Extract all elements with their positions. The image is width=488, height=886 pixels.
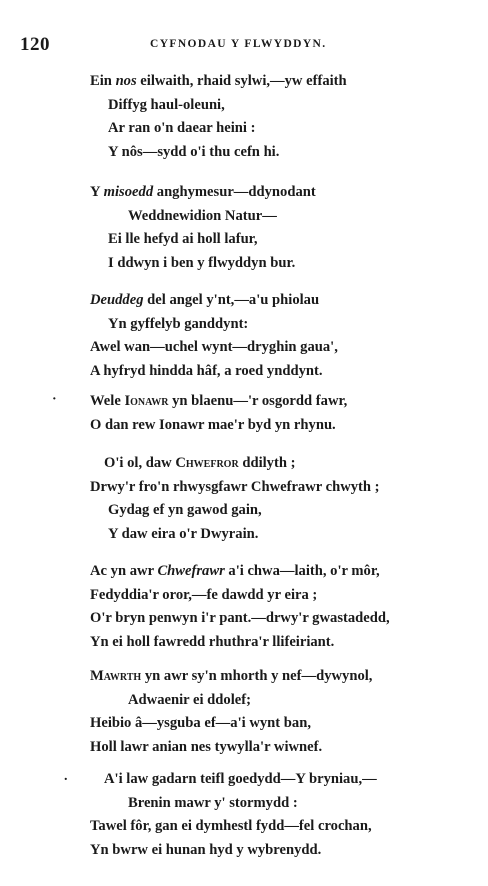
verse-text: Y daw eira o'r Dwyrain. — [108, 525, 259, 542]
verse-line — [108, 315, 248, 333]
verse-line — [108, 525, 258, 543]
verse-text: del angel y'nt,—a'u phiolau — [143, 292, 320, 308]
verse-line — [108, 119, 255, 137]
verse-text: Brenin mawr y' stormydd : — [128, 794, 298, 811]
verse-line — [90, 738, 322, 756]
verse-line — [108, 230, 257, 248]
verse-text: Ac yn awr — [90, 563, 158, 579]
page-header — [0, 34, 488, 58]
verse-line — [90, 72, 347, 90]
verse-text: Yn bwrw ei hunan hyd y wybrenydd. — [90, 841, 322, 858]
verse-text: Ar ran o'n daear heini : — [108, 120, 256, 136]
verse-text: yn blaenu—'r osgordd fawr, — [168, 393, 348, 409]
verse-line — [90, 633, 334, 651]
verse-text: A'i law gadarn teifl goedydd—Y bryniau,— — [104, 771, 377, 787]
verse-text: O dan rew Ionawr mae'r byd yn rhynu. — [90, 416, 336, 433]
verse-text: I ddwyn i ben y flwyddyn bur. — [108, 254, 296, 271]
verse-line — [128, 794, 298, 812]
verse-line — [90, 291, 319, 309]
verse-line — [108, 96, 225, 114]
verse-line — [128, 207, 277, 225]
verse-line — [90, 183, 316, 201]
verse-text: Tawel fôr, gan ei dymhestl fydd—fel crochan, — [90, 818, 372, 834]
verse-line — [104, 770, 377, 788]
verse-line — [104, 454, 295, 472]
verse-text: Ei lle hefyd ai holl lafur, — [108, 231, 258, 247]
verse-text: eilwaith, rhaid sylwi,—yw effaith — [136, 73, 347, 89]
verse-text: Weddnewidion Natur— — [128, 207, 277, 224]
stray-dot-mark: · — [52, 392, 57, 407]
verse-text: a'i chwa—laith, o'r môr, — [224, 563, 380, 579]
running-head: CYFNODAU Y FLWYDDYN. — [150, 38, 327, 50]
verse-text: Yn ei holl fawredd rhuthra'r llifeiriant. — [90, 633, 335, 650]
verse-line — [90, 609, 390, 627]
verse-text: Mawrth — [90, 668, 142, 684]
verse-line — [90, 362, 323, 380]
verse-line — [90, 338, 338, 356]
verse-text: ddilyth ; — [238, 455, 296, 471]
verse-line — [90, 586, 317, 604]
verse-text: yn awr sy'n mhorth y nef—dywynol, — [141, 668, 373, 684]
verse-text: Wele — [90, 393, 125, 409]
verse-line — [90, 392, 347, 410]
verse-text: Ein — [90, 73, 116, 89]
verse-line — [90, 841, 321, 859]
verse-text: anghymesur—ddynodant — [153, 184, 316, 200]
verse-line — [108, 254, 295, 272]
verse-text: Ionawr — [124, 393, 169, 409]
verse-line — [90, 416, 336, 434]
verse-text: Chwefror — [175, 455, 239, 471]
verse-text: O'i ol, daw — [104, 455, 176, 471]
verse-line — [90, 478, 380, 496]
verse-text: Deuddeg — [90, 292, 144, 308]
verse-line — [90, 817, 372, 835]
verse-text: Holl lawr anian nes tywylla'r wiwnef. — [90, 738, 323, 755]
verse-text: misoedd — [103, 184, 154, 200]
verse-text: Adwaenir ei ddolef; — [128, 691, 251, 708]
verse-text: Diffyg haul-oleuni, — [108, 96, 225, 113]
verse-text: Drwy'r fro'n rhwysgfawr Chwefrawr chwyth ; — [90, 478, 380, 495]
verse-text: Awel wan—uchel wynt—dryghin gaua', — [90, 339, 338, 355]
verse-line — [108, 143, 279, 161]
verse-line — [90, 562, 380, 580]
verse-text: A hyfryd hindda hâf, a roed ynddynt. — [90, 362, 323, 379]
verse-line — [108, 501, 262, 519]
stray-dot-mark: . — [64, 769, 68, 784]
verse-text: Chwefrawr — [157, 563, 225, 579]
verse-text: Y — [90, 184, 104, 200]
verse-text: Yn gyffelyb ganddynt: — [108, 315, 249, 332]
verse-text: O'r bryn penwyn i'r pant.—drwy'r gwastadedd, — [90, 610, 390, 626]
verse-text: Fedyddia'r oror,—fe dawdd yr eira ; — [90, 586, 318, 603]
verse-line — [90, 714, 311, 732]
verse-line — [128, 691, 251, 709]
verse-text: Gydag ef yn gawod gain, — [108, 502, 262, 518]
verse-text: nos — [115, 73, 137, 89]
page-number: 120 — [20, 34, 50, 55]
verse-text: Heibio â—ysguba ef—a'i wynt ban, — [90, 715, 311, 731]
verse-line — [90, 667, 372, 685]
verse-text: Y nôs—sydd o'i thu cefn hi. — [108, 143, 280, 160]
